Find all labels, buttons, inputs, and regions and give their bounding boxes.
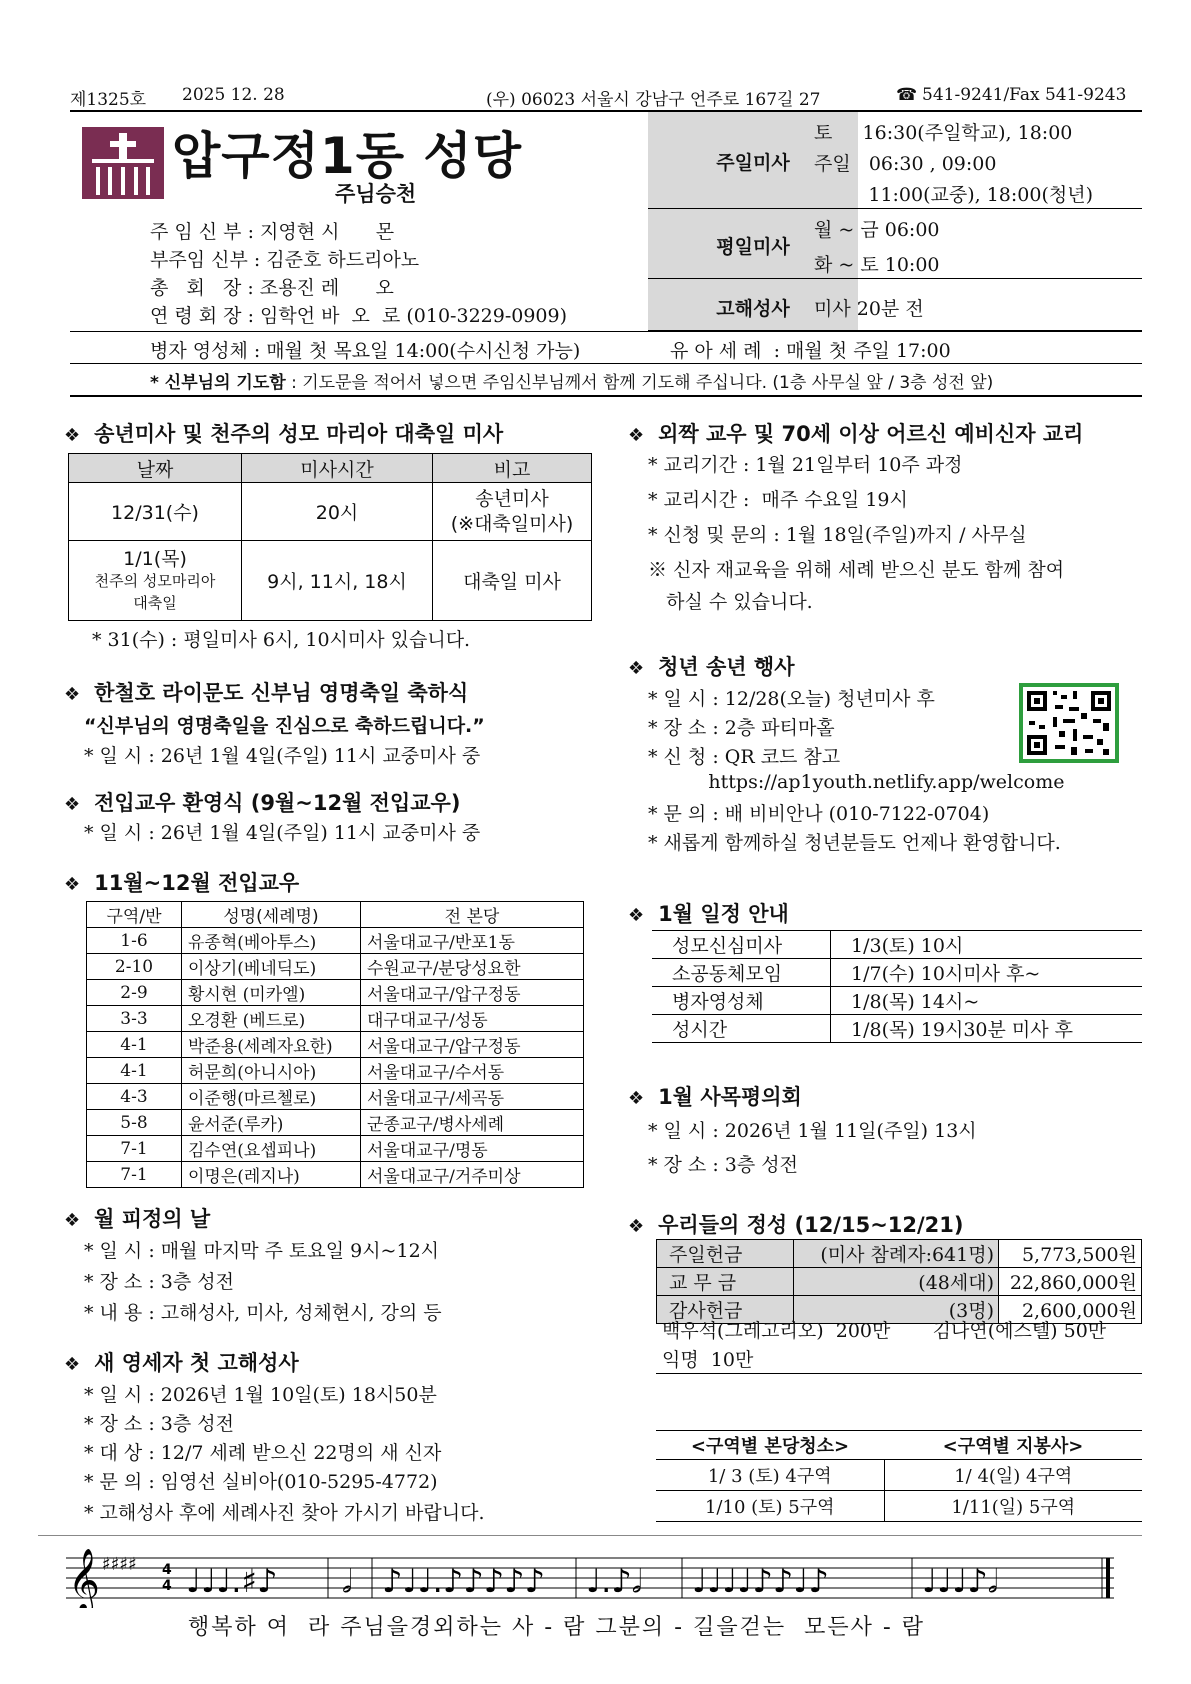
svg-text:♯♯♯♯: ♯♯♯♯ xyxy=(102,1554,137,1575)
diamond-bullet-icon: ❖ xyxy=(64,874,81,895)
table-row xyxy=(69,483,592,541)
table-cell: 12/31(수) xyxy=(69,483,242,541)
table-row xyxy=(656,1460,1142,1491)
january-schedule-table xyxy=(652,930,1142,1043)
table-row xyxy=(87,954,584,980)
church-logo-icon xyxy=(82,127,164,199)
weekday-mass-line: 화 ~ 토 10:00 xyxy=(814,254,940,276)
section-title-text: 1월 사목평의회 xyxy=(658,1085,802,1109)
table-cell: 서울대교구/압구정동 xyxy=(361,980,584,1006)
table-cell: 교 무 금 xyxy=(657,1268,794,1296)
table-cell: 황시현 (미카엘) xyxy=(182,980,361,1006)
table-row xyxy=(657,1268,1142,1296)
table-cell: 군종교구/병사세례 xyxy=(361,1110,584,1136)
diamond-bullet-icon: ❖ xyxy=(628,1088,645,1109)
confession-line: * 일 시 : 2026년 1월 10일(토) 18시50분 xyxy=(84,1384,437,1406)
table-cell: 9시, 11시, 18시 xyxy=(242,541,433,621)
prayer-box-text: : 기도문을 적어서 넣으면 주임신부님께서 함께 기도해 주십니다. (1층 사무실 앞 / 3층 성전 앞) xyxy=(285,373,994,393)
table-row xyxy=(652,1015,1142,1043)
table-header: 날짜 xyxy=(69,454,242,483)
weekday-mass-label: 평일미사 xyxy=(716,236,790,258)
table-cell: (미사 참례자:641명) xyxy=(794,1240,999,1268)
table-cell: 4-1 xyxy=(87,1032,182,1058)
district-cleaning-header: <구역별 본당청소> xyxy=(656,1431,884,1460)
header-bottom-rule xyxy=(70,395,1142,397)
table-cell: 오경환 (베드로) xyxy=(182,1006,361,1032)
retreat-line: * 일 시 : 매월 마지막 주 토요일 9시~12시 xyxy=(84,1240,440,1262)
section-title-text: 외짝 교우 및 70세 이상 어르신 예비신자 교리 xyxy=(658,422,1084,446)
catechism-line: * 신청 및 문의 : 1월 18일(주일)까지 / 사무실 xyxy=(648,524,1027,546)
table-row xyxy=(87,980,584,1006)
table-cell: 소공동체모임 xyxy=(652,959,831,987)
confession-line: * 고해성사 후에 세례사진 찾아 가시기 바랍니다. xyxy=(84,1502,485,1524)
sunday-mass-line: 11:00(교중), 18:00(청년) xyxy=(814,184,1094,206)
section-welcome-title xyxy=(64,787,460,817)
table-cell: 3-3 xyxy=(87,1006,182,1032)
table-row xyxy=(87,928,584,954)
svg-text:♩♩♩♪𝅗𝅥: ♩♩♩♪𝅗𝅥 xyxy=(922,1562,998,1600)
confession-line: * 장 소 : 3층 성전 xyxy=(84,1413,234,1435)
youth-line: * 문 의 : 배 비비안나 (010-7122-0704) xyxy=(648,803,990,825)
offerings-table xyxy=(656,1239,1142,1324)
svg-text:♪♩♩.♪♪♪♪♪: ♪♩♩.♪♪♪♪♪ xyxy=(382,1562,545,1600)
sick-communion-info: 병자 영성체 : 매월 첫 목요일 14:00(수시신청 가능) xyxy=(150,340,581,362)
phone-icon: ☎ xyxy=(896,85,918,105)
infant-baptism-info: 유 아 세 례 : 매월 첫 주일 17:00 xyxy=(670,340,951,362)
table-row xyxy=(87,1162,584,1188)
youth-line: * 장 소 : 2층 파티마홀 xyxy=(648,717,835,739)
table-header: 전 본당 xyxy=(361,902,584,928)
table-cell: 5,773,500원 xyxy=(999,1240,1142,1268)
council-line: * 일 시 : 2026년 1월 11일(주일) 13시 xyxy=(648,1120,977,1142)
table-row xyxy=(652,959,1142,987)
music-top-rule xyxy=(38,1535,1142,1536)
section-january-schedule-title xyxy=(628,898,789,928)
table-cell: 박준용(세례자요한) xyxy=(182,1032,361,1058)
svg-text:♩♩♩.♯♪: ♩♩♩.♯♪ xyxy=(186,1562,278,1600)
table-row xyxy=(87,1006,584,1032)
catechism-line: ※ 신자 재교육을 위해 세례 받으신 분도 함께 참여 xyxy=(648,559,1065,581)
retreat-line: * 장 소 : 3층 성전 xyxy=(84,1271,234,1293)
council-line: * 장 소 : 3층 성전 xyxy=(648,1154,798,1176)
table-cell: 2-10 xyxy=(87,954,182,980)
parish-title: 압구정1동 성당 xyxy=(172,127,522,185)
table-cell: 허문희(아니시아) xyxy=(182,1058,361,1084)
table-row xyxy=(87,1136,584,1162)
table-cell: 대축일 미사 xyxy=(433,541,592,621)
diamond-bullet-icon: ❖ xyxy=(64,684,81,705)
svg-text:♩♩♩♩♪♪♩♪: ♩♩♩♩♪♪♩♪ xyxy=(692,1562,829,1600)
table-cell: 7-1 xyxy=(87,1162,182,1188)
table-cell: 이준행(마르첼로) xyxy=(182,1084,361,1110)
prayer-box-info xyxy=(150,368,993,393)
table-cell: 1/10 (토) 5구역 xyxy=(656,1491,884,1522)
diamond-bullet-icon: ❖ xyxy=(628,425,645,446)
prayer-box-label: * 신부님의 기도함 xyxy=(150,373,286,393)
catechism-line: * 교리기간 : 1월 21일부터 10주 과정 xyxy=(648,454,963,476)
liturgical-day: 주님승천 xyxy=(335,182,417,206)
table-row xyxy=(87,1032,584,1058)
header-rule xyxy=(70,363,1142,364)
sunday-mass-line: 주일 06:30 , 09:00 xyxy=(814,153,997,175)
retreat-line: * 내 용 : 고해성사, 미사, 성체현시, 강의 등 xyxy=(84,1302,442,1324)
table-cell: 4-3 xyxy=(87,1084,182,1110)
section-title-text: 청년 송년 행사 xyxy=(658,655,795,679)
table-row xyxy=(87,1110,584,1136)
table-header: 성명(세례명) xyxy=(182,902,361,928)
cell-line: 송년미사 xyxy=(475,487,549,510)
table-cell: 22,860,000원 xyxy=(999,1268,1142,1296)
table-cell: (48세대) xyxy=(794,1268,999,1296)
svg-text:4: 4 xyxy=(162,1562,172,1578)
qr-code-icon[interactable] xyxy=(1019,683,1119,763)
mass-box-divider xyxy=(648,278,1142,279)
table-cell: 2-9 xyxy=(87,980,182,1006)
table-cell: 감사헌금 xyxy=(657,1296,794,1324)
table-cell: 이명은(레지나) xyxy=(182,1162,361,1188)
table-cell xyxy=(69,541,242,621)
table-cell: 1/ 3 (토) 4구역 xyxy=(656,1460,884,1491)
table-cell: 20시 xyxy=(242,483,433,541)
mass-note: * 31(수) : 평일미사 6시, 10시미사 있습니다. xyxy=(92,629,471,651)
district-duty-table xyxy=(656,1430,1142,1522)
diamond-bullet-icon: ❖ xyxy=(64,1354,81,1375)
section-title-text: 전입교우 환영식 (9월~12월 전입교우) xyxy=(94,791,461,815)
table-cell: 서울대교구/세곡동 xyxy=(361,1084,584,1110)
table-cell: 서울대교구/압구정동 xyxy=(361,1032,584,1058)
svg-text:𝄞: 𝄞 xyxy=(68,1548,100,1608)
staff-pastor: 주 임 신 부 : 지영현 시 몬 xyxy=(150,221,395,243)
section-confession-title xyxy=(64,1347,299,1377)
offerings-bottom-rule xyxy=(656,1373,1142,1374)
catechism-line: * 교리시간 : 매주 수요일 19시 xyxy=(648,489,908,511)
table-cell: 7-1 xyxy=(87,1136,182,1162)
confession-line: * 대 상 : 12/7 세례 받으신 22명의 새 신자 xyxy=(84,1442,442,1464)
confession-label: 고해성사 xyxy=(716,298,790,320)
table-row xyxy=(87,1058,584,1084)
table-cell: 1-6 xyxy=(87,928,182,954)
year-end-mass-table xyxy=(68,453,592,621)
table-cell: 1/8(목) 14시~ xyxy=(831,987,1143,1015)
staff-council-president: 총 회 장 : 조용진 레 오 xyxy=(150,277,394,299)
table-cell: 유종혁(베아투스) xyxy=(182,928,361,954)
table-cell: 서울대교구/반포1동 xyxy=(361,928,584,954)
feast-datetime: * 일 시 : 26년 1월 4일(주일) 11시 교중미사 중 xyxy=(84,745,481,767)
table-cell: 병자영성체 xyxy=(652,987,831,1015)
feast-quote: “신부님의 영명축일을 진심으로 축하드립니다.” xyxy=(84,715,485,737)
youth-line: * 일 시 : 12/28(오늘) 청년미사 후 xyxy=(648,688,935,710)
parish-address: (우) 06023 서울시 강남구 언주로 167길 27 xyxy=(486,90,821,110)
section-year-end-mass-title xyxy=(64,418,503,448)
youth-signup-url[interactable]: https://ap1youth.netlify.app/welcome xyxy=(648,771,1065,793)
staff-elders-president: 연 령 회 장 : 임학언 바 오 로 (010-3229-0909) xyxy=(150,305,568,327)
table-header: 미사시간 xyxy=(242,454,433,483)
cell-line: (※대축일미사) xyxy=(450,512,574,535)
table-cell xyxy=(433,483,592,541)
table-cell: 주일헌금 xyxy=(657,1240,794,1268)
song-lyrics: 행복하 여 라 주님을경외하는 사 - 람 그분의 - 길을걷는 모든사 - 람 xyxy=(188,1615,926,1640)
table-row xyxy=(87,1084,584,1110)
catechism-line: 하실 수 있습니다. xyxy=(648,591,813,613)
confession-time: 미사 20분 전 xyxy=(814,298,924,320)
table-row xyxy=(657,1240,1142,1268)
svg-text:♩.♪𝅗𝅥: ♩.♪𝅗𝅥 xyxy=(586,1562,642,1600)
table-cell: 서울대교구/명동 xyxy=(361,1136,584,1162)
section-feast-title xyxy=(64,677,468,707)
table-cell: 1/11(일) 5구역 xyxy=(884,1491,1142,1522)
table-row xyxy=(652,987,1142,1015)
confession-line: * 문 의 : 임영선 실비아(010-5295-4772) xyxy=(84,1471,438,1493)
section-newcomers-title xyxy=(64,867,299,897)
sunday-mass-line: 토 16:30(주일학교), 18:00 xyxy=(814,122,1073,144)
table-row xyxy=(69,541,592,621)
music-staff xyxy=(66,1548,1114,1608)
diamond-bullet-icon: ❖ xyxy=(628,1216,645,1237)
table-row xyxy=(656,1491,1142,1522)
table-cell: 수원교구/분당성요한 xyxy=(361,954,584,980)
table-cell: 서울대교구/수서동 xyxy=(361,1058,584,1084)
section-catechism-title xyxy=(628,418,1083,448)
table-cell: 4-1 xyxy=(87,1058,182,1084)
table-cell: 김수연(요셉피나) xyxy=(182,1136,361,1162)
section-title-text: 11월~12월 전입교우 xyxy=(94,871,300,895)
sunday-mass-label: 주일미사 xyxy=(716,152,790,174)
youth-line: * 신 청 : QR 코드 참고 xyxy=(648,746,841,768)
section-title-text: 우리들의 정성 (12/15~12/21) xyxy=(658,1213,964,1237)
section-offerings-title xyxy=(628,1209,964,1239)
parish-phone: 541-9241/Fax 541-9243 xyxy=(922,85,1127,105)
donor-line: 익명 10만 xyxy=(662,1349,754,1371)
table-cell: 대구대교구/성동 xyxy=(361,1006,584,1032)
diamond-bullet-icon: ❖ xyxy=(64,425,81,446)
cell-line: 1/1(목) xyxy=(123,547,187,570)
section-youth-title xyxy=(628,651,794,681)
table-cell: 성시간 xyxy=(652,1015,831,1043)
table-cell: 1/3(토) 10시 xyxy=(831,931,1143,959)
diamond-bullet-icon: ❖ xyxy=(64,1210,81,1231)
section-retreat-title xyxy=(64,1203,210,1233)
table-cell: 1/ 4(일) 4구역 xyxy=(884,1460,1142,1491)
header-rule xyxy=(70,331,1142,332)
table-cell: (3명) xyxy=(794,1296,999,1324)
welcome-datetime: * 일 시 : 26년 1월 4일(주일) 11시 교중미사 중 xyxy=(84,822,481,844)
newcomers-table xyxy=(86,901,584,1188)
diamond-bullet-icon: ❖ xyxy=(628,658,645,679)
table-cell: 이상기(베네딕도) xyxy=(182,954,361,980)
issue-number: 제1325호 xyxy=(70,90,147,110)
table-cell: 윤서준(루카) xyxy=(182,1110,361,1136)
table-cell: 1/7(수) 10시미사 후~ xyxy=(831,959,1143,987)
section-title-text: 새 영세자 첫 고해성사 xyxy=(94,1351,299,1375)
cell-line: 천주의 성모마리아 xyxy=(94,571,216,590)
section-title-text: 월 피정의 날 xyxy=(94,1207,211,1231)
section-title-text: 1월 일정 안내 xyxy=(658,902,789,926)
cell-line: 대축일 xyxy=(133,593,177,612)
table-row xyxy=(652,931,1142,959)
donor-line: 백우석(그레고리오) 200만 김나연(에스텔) 50만 xyxy=(662,1320,1107,1342)
district-service-header: <구역별 지봉사> xyxy=(884,1431,1142,1460)
weekday-mass-line: 월 ~ 금 06:00 xyxy=(814,219,940,241)
issue-date: 2025 12. 28 xyxy=(182,85,285,105)
table-cell: 서울대교구/거주미상 xyxy=(361,1162,584,1188)
table-header: 비고 xyxy=(433,454,592,483)
table-cell: 1/8(목) 19시30분 미사 후 xyxy=(831,1015,1143,1043)
diamond-bullet-icon: ❖ xyxy=(628,905,645,926)
section-council-title xyxy=(628,1081,802,1111)
svg-text:4: 4 xyxy=(162,1578,172,1594)
youth-line: * 새롭게 함께하실 청년분들도 언제나 환영합니다. xyxy=(648,832,1061,854)
table-header: 구역/반 xyxy=(87,902,182,928)
svg-text:𝅗𝅥: 𝅗𝅥 xyxy=(342,1562,353,1600)
section-title-text: 송년미사 및 천주의 성모 마리아 대축일 미사 xyxy=(94,422,504,446)
section-title-text: 한철호 라이문도 신부님 영명축일 축하식 xyxy=(94,681,469,705)
table-cell: 5-8 xyxy=(87,1110,182,1136)
staff-assistant: 부주임 신부 : 김준호 하드리아노 xyxy=(150,249,420,271)
diamond-bullet-icon: ❖ xyxy=(64,794,81,815)
table-cell: 2,600,000원 xyxy=(999,1296,1142,1324)
mass-box-divider xyxy=(648,208,1142,209)
table-cell: 성모신심미사 xyxy=(652,931,831,959)
